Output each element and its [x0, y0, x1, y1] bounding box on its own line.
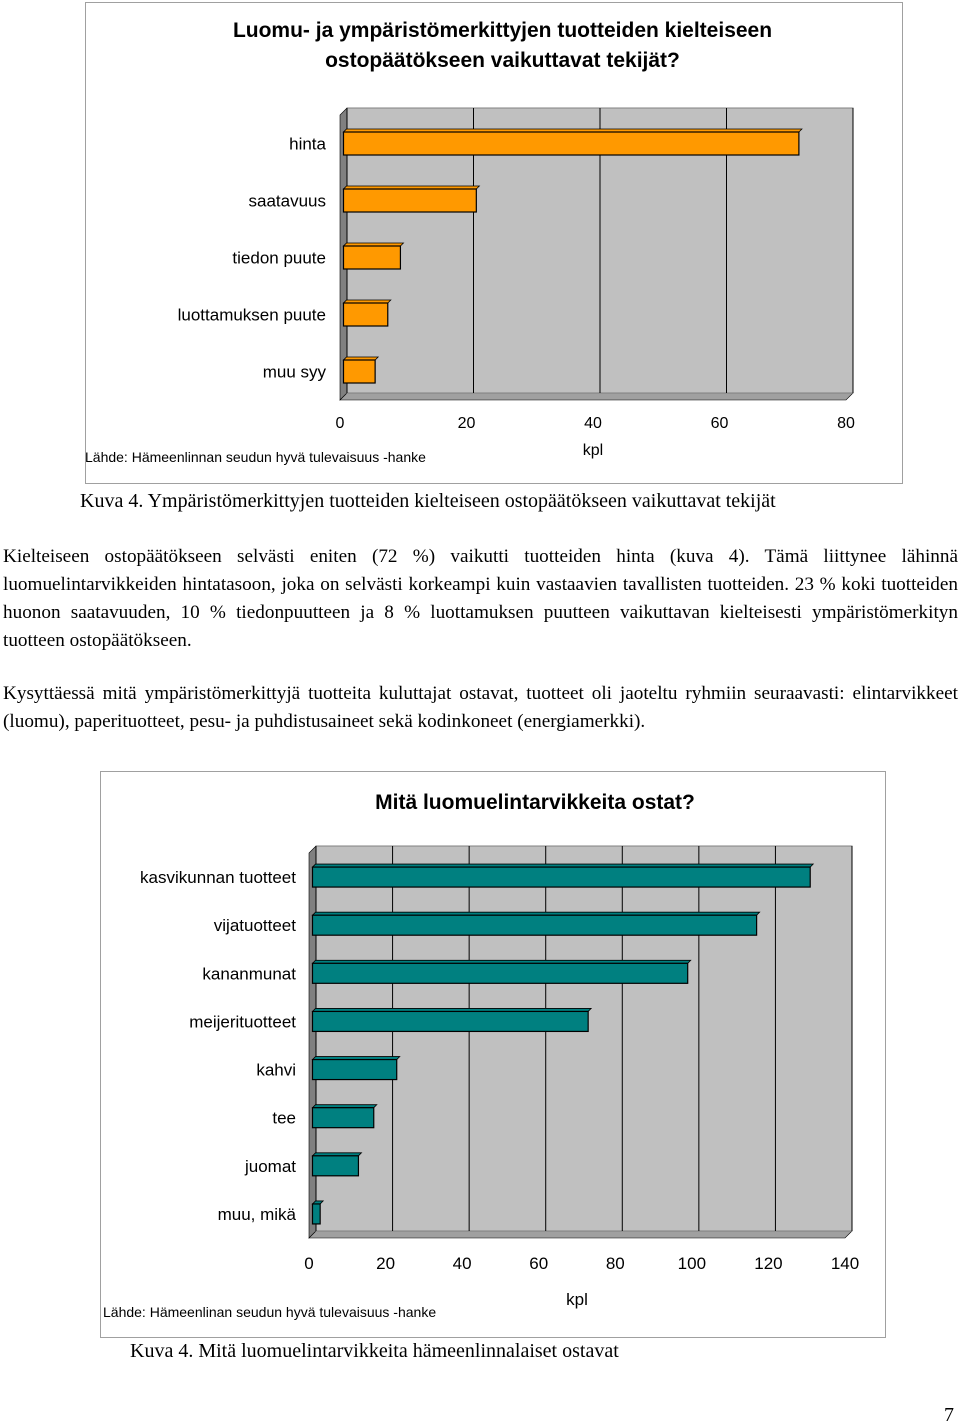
tick-label: 0	[304, 1254, 314, 1273]
page-number: 7	[944, 1404, 954, 1426]
bar	[313, 963, 688, 983]
tick-label: 120	[754, 1254, 783, 1273]
tick-label: 40	[584, 415, 602, 432]
tick-label: 0	[335, 415, 345, 432]
chart2-title: Mitä luomuelintarvikkeita ostat?	[375, 791, 695, 814]
category-label: juomat	[244, 1156, 296, 1176]
bar	[313, 1060, 397, 1080]
plot-side-wall	[309, 846, 316, 1238]
plot-floor	[309, 1231, 852, 1238]
bar	[313, 867, 811, 887]
bar	[313, 1204, 321, 1224]
tick-label: 80	[837, 415, 855, 432]
category-label: muu syy	[262, 362, 326, 382]
tick-label: 60	[710, 415, 729, 432]
bar	[313, 1108, 374, 1128]
bar	[313, 1156, 359, 1176]
plot-background	[316, 846, 852, 1231]
category-label: hinta	[289, 134, 326, 154]
tick-label: 100	[677, 1254, 707, 1273]
tick-label: 80	[605, 1254, 625, 1273]
category-label: kasvikunnan tuotteet	[140, 868, 296, 888]
category-label: kananmunat	[202, 964, 296, 984]
bar	[313, 1011, 589, 1031]
paragraph-1: Kielteiseen ostopäätökseen selvästi eniten (72 %) vaikutti tuotteiden hinta (kuva 4). Tämä liittynee lähinnä luomuelintarvikkeiden hintatasoon, joka on selvästi korkeampi kuin vastaavien tavallisten tuotteiden. 23 % koki tuotteiden huonon saatavuuden, 10 % tiedonpuutteen ja 8 % luottamuksen puutteen vaikuttavan kielteisesti ympäristömerkityn tuotteen ostopäätökseen.	[3, 546, 958, 651]
category-label: muu, mikä	[217, 1204, 296, 1224]
category-label: kahvi	[256, 1060, 296, 1080]
tick-label: 140	[830, 1254, 860, 1273]
category-label: saatavuus	[248, 191, 326, 211]
category-label: vijatuotteet	[213, 916, 296, 936]
chart2-source: Lähde: Hämeenlinan seudun hyvä tulevaisuus -hanke	[103, 1304, 437, 1320]
chart1-title: Luomu- ja ympäristömerkittyjen tuotteiden kielteiseen ostopäätökseen vaikuttavat tekijät?	[232, 19, 773, 72]
caption-fig2: Kuva 4. Mitä luomuelintarvikkeita hämeenlinnalaiset ostavat	[130, 1340, 619, 1362]
category-label: luottamuksen puute	[177, 305, 326, 325]
caption-fig1: Kuva 4. Ympäristömerkittyjen tuotteiden kielteiseen ostopäätökseen vaikuttavat tekijät	[80, 490, 776, 512]
tick-label: 40	[452, 1254, 472, 1273]
paragraph-2: Kysyttäessä mitä ympäristömerkittyjä tuotteita kuluttajat ostavat, tuotteet oli jaoteltu ryhmiin seuraavasti: elintarvikkeet (luomu), paperituotteet, pesu- ja puhdistusaineet sekä kodinkoneet (energiamerkki).	[3, 683, 958, 732]
chart1-source: Lähde: Hämeenlinnan seudun hyvä tulevaisuus -hanke	[85, 449, 426, 465]
category-label: tiedon puute	[232, 248, 326, 268]
tick-label: 60	[529, 1254, 549, 1273]
bar	[313, 915, 757, 935]
category-label: tee	[272, 1108, 296, 1128]
x-axis-label: kpl	[582, 442, 604, 459]
tick-label: 20	[457, 415, 476, 432]
category-label: meijerituotteet	[189, 1012, 296, 1032]
tick-label: 20	[376, 1254, 396, 1273]
x-axis-label: kpl	[566, 1290, 588, 1309]
